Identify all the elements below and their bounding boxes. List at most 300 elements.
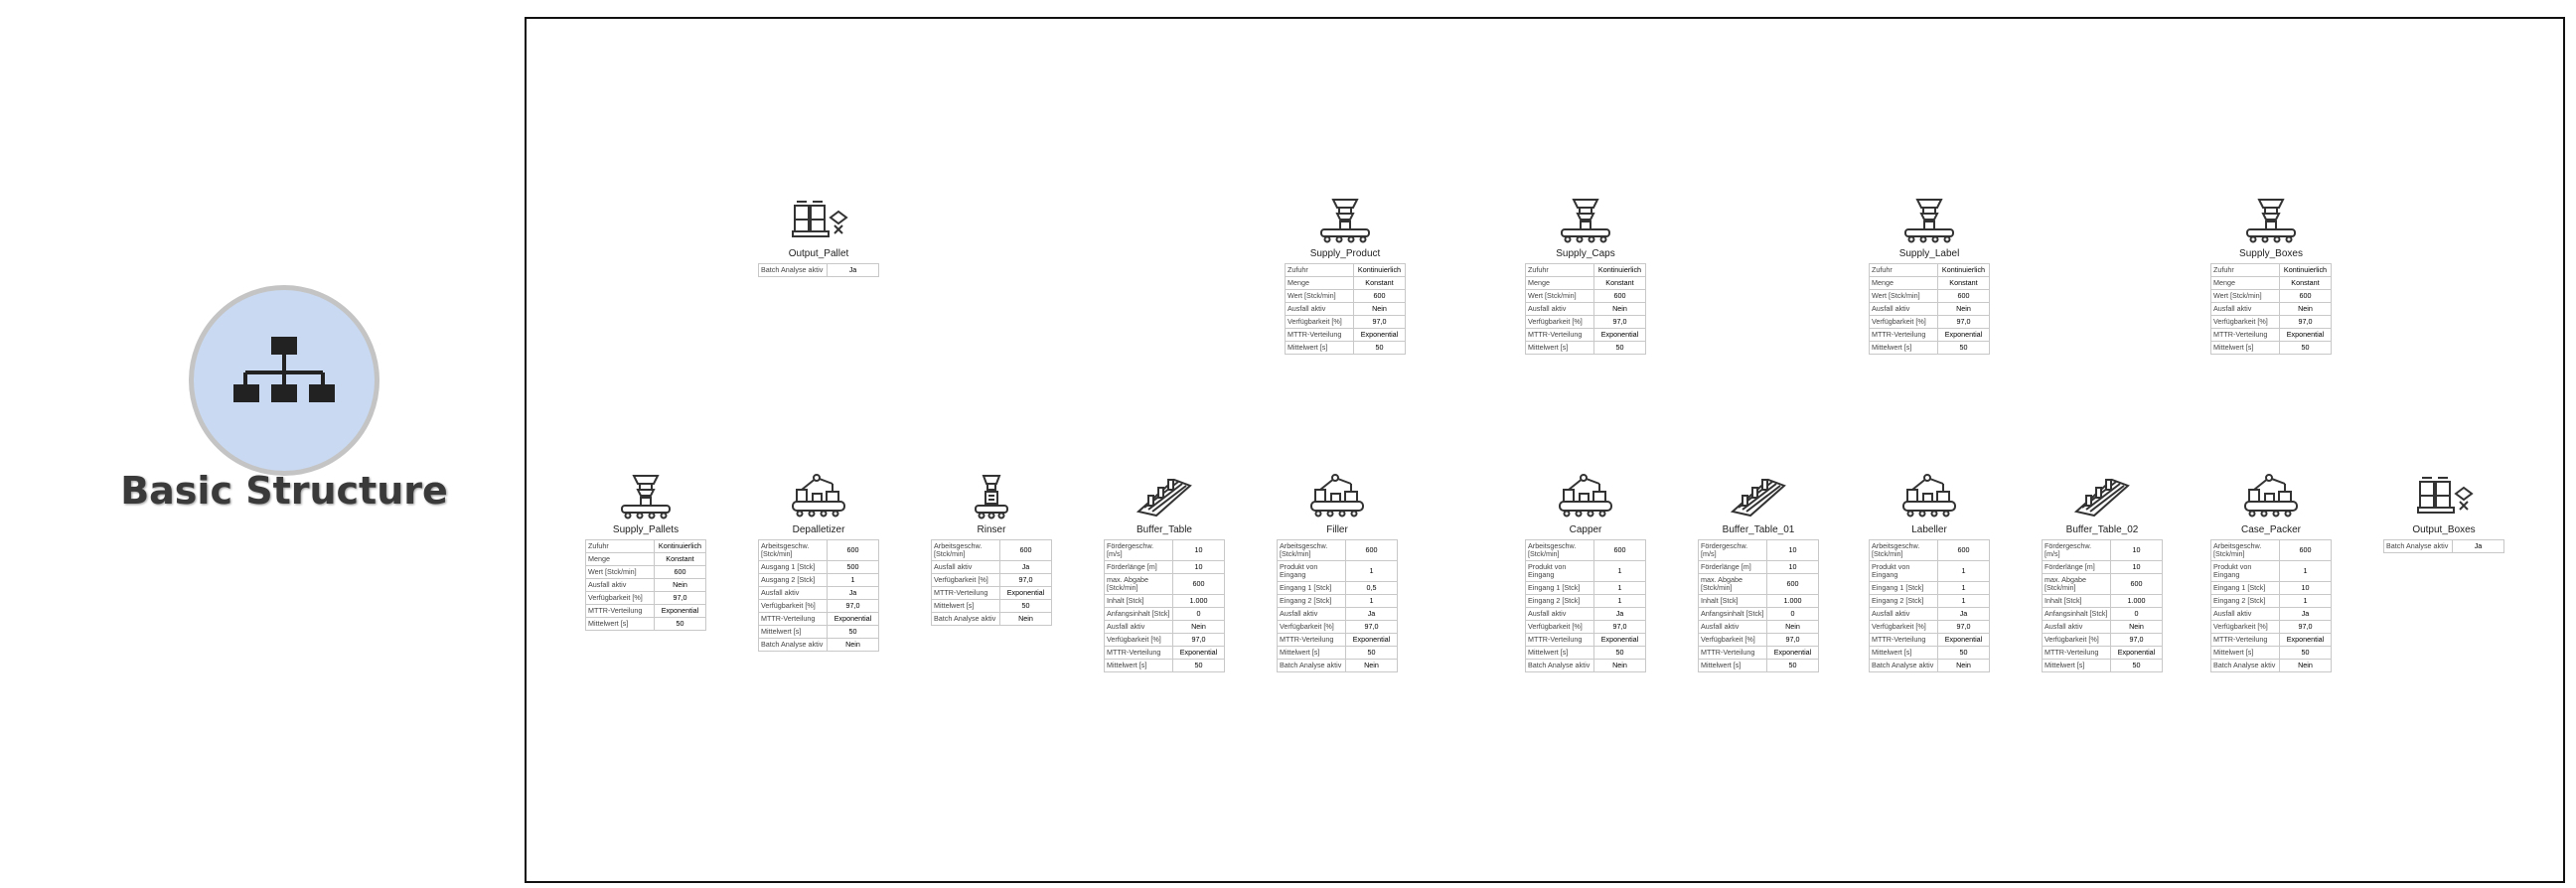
property-row [1105,561,1225,574]
property-value[interactable]: 1 [1937,582,1989,595]
property-key: Fördergeschw. [m/s] [2043,540,2111,561]
property-value[interactable]: 10 [2279,582,2331,595]
station-name: Supply_Boxes [2239,248,2303,259]
property-value[interactable]: 50 [1353,342,1405,355]
property-row [586,566,706,579]
property-value[interactable]: Konstant [2279,277,2331,290]
property-key: Batch Analyse aktiv [1526,660,1594,672]
property-value[interactable]: 97,0 [2279,316,2331,329]
station-output-pallet[interactable] [757,196,880,277]
property-value[interactable]: Exponential [1353,329,1405,342]
property-row [1286,264,1406,277]
property-value[interactable]: 600 [1593,540,1645,561]
property-row [1278,660,1398,672]
property-value[interactable]: Konstant [1937,277,1989,290]
property-value[interactable]: 1 [2279,595,2331,608]
property-key: Fördergeschw. [m/s] [1699,540,1767,561]
property-value[interactable]: Nein [1593,660,1645,672]
property-key: max. Abgabe [Stck/min] [2043,574,2111,595]
property-table [931,539,1052,626]
property-key: MTTR-Verteilung [1526,329,1594,342]
logo-badge [189,285,379,476]
property-row [932,587,1052,600]
property-key: MTTR-Verteilung [1278,634,1346,647]
property-key: Mittelwert [s] [1870,342,1938,355]
model-canvas[interactable] [525,17,2565,883]
property-row [932,561,1052,574]
property-row [1870,540,1990,561]
robot-conveyor-icon [789,472,848,519]
property-value[interactable]: Ja [1937,608,1989,621]
property-key: Eingang 1 [Stck] [1870,582,1938,595]
property-key: Arbeitsgeschw. [Stck/min] [932,540,1000,561]
station-name: Case_Packer [2240,524,2302,535]
property-value[interactable]: 97,0 [2110,634,2162,647]
station-name: Buffer_Table_01 [1722,524,1795,535]
property-row [1526,277,1646,290]
property-value[interactable]: Kontinuierlich [654,540,705,553]
property-value[interactable]: 50 [2279,342,2331,355]
property-table [1277,539,1398,672]
property-value[interactable]: 97,0 [654,592,705,605]
station-output-boxes[interactable] [2382,472,2505,553]
property-value[interactable]: Nein [1937,660,1989,672]
property-value[interactable]: 10 [1172,561,1224,574]
property-value[interactable]: 50 [1937,647,1989,660]
property-key: Batch Analyse aktiv [932,613,1000,626]
property-value[interactable]: 0 [1766,608,1818,621]
property-value[interactable]: 0,5 [1345,582,1397,595]
property-value[interactable]: 600 [2110,574,2162,595]
pallet-output-icon [789,196,848,243]
property-row [2211,582,2332,595]
property-row [1105,574,1225,595]
property-key: MTTR-Verteilung [759,613,828,626]
property-key: Verfügbarkeit [%] [1105,634,1173,647]
property-key: Inhalt [Stck] [1105,595,1173,608]
property-row [1105,634,1225,647]
property-table [585,539,706,631]
property-value[interactable]: 50 [654,618,705,631]
property-value[interactable]: 97,0 [1345,621,1397,634]
property-value[interactable]: Nein [1353,303,1405,316]
property-value[interactable]: Nein [654,579,705,592]
property-key: Eingang 2 [Stck] [1870,595,1938,608]
property-row [586,605,706,618]
property-key: Ausfall aktiv [932,561,1000,574]
station-name: Labeller [1911,524,1947,535]
station-name: Output_Boxes [2412,524,2476,535]
property-key: Ausfall aktiv [1870,303,1938,316]
property-key: Arbeitsgeschw. [Stck/min] [1870,540,1938,561]
station-labeller[interactable] [1868,472,1991,672]
robot-conveyor-icon [1307,472,1367,519]
property-row [1870,342,1990,355]
property-value[interactable]: Exponential [2110,647,2162,660]
station-name: Supply_Label [1898,248,1960,259]
property-value[interactable]: Kontinuierlich [1353,264,1405,277]
station-name: Capper [1569,524,1602,535]
property-key: Ausfall aktiv [1526,303,1594,316]
property-key: Arbeitsgeschw. [Stck/min] [1526,540,1594,561]
property-row [1526,647,1646,660]
property-key: Arbeitsgeschw. [Stck/min] [1278,540,1346,561]
property-table [1525,539,1646,672]
station-supply-product[interactable] [1284,196,1407,355]
property-value[interactable]: 10 [1766,540,1818,561]
property-value[interactable]: 97,0 [2279,621,2331,634]
property-table [1869,263,1990,355]
supply-icon [1556,196,1615,243]
property-value[interactable]: 600 [654,566,705,579]
property-value[interactable]: 97,0 [1937,621,1989,634]
station-depalletizer[interactable] [757,472,880,652]
property-table [1525,263,1646,355]
property-value[interactable]: Kontinuierlich [1593,264,1645,277]
property-key: Menge [1286,277,1354,290]
property-row [1105,540,1225,561]
property-value[interactable]: Exponential [999,587,1051,600]
property-value[interactable]: Exponential [1766,647,1818,660]
property-row [1870,303,1990,316]
buffer-table-icon [1729,472,1788,519]
property-value[interactable]: 1 [1593,595,1645,608]
property-key: MTTR-Verteilung [2211,329,2280,342]
property-key: Menge [1526,277,1594,290]
property-table [758,263,879,277]
property-key: Mittelwert [s] [1699,660,1767,672]
property-row [2043,647,2163,660]
property-key: Verfügbarkeit [%] [1278,621,1346,634]
station-supply-boxes[interactable] [2209,196,2333,355]
property-value[interactable]: Konstant [1593,277,1645,290]
property-key: Verfügbarkeit [%] [2211,621,2280,634]
property-key: Mittelwert [s] [2043,660,2111,672]
property-key: Batch Analyse aktiv [1870,660,1938,672]
property-value[interactable]: 1 [1937,561,1989,582]
property-row [1286,316,1406,329]
station-supply-pallets[interactable] [584,472,707,631]
property-value[interactable]: 97,0 [1766,634,1818,647]
property-value[interactable]: 1 [1937,595,1989,608]
property-row [1699,595,1819,608]
supply-icon [1899,196,1959,243]
property-value[interactable]: Exponential [2279,634,2331,647]
property-key: Menge [1870,277,1938,290]
property-row [586,553,706,566]
property-row [1526,316,1646,329]
property-value[interactable]: 600 [999,540,1051,561]
property-value[interactable]: Exponential [2279,329,2331,342]
property-value[interactable]: 50 [1345,647,1397,660]
property-value[interactable]: Exponential [1172,647,1224,660]
station-name: Rinser [977,524,1006,535]
property-row [2211,329,2332,342]
property-row [932,540,1052,561]
property-row [1278,582,1398,595]
property-value[interactable]: Kontinuierlich [2279,264,2331,277]
property-key: MTTR-Verteilung [1105,647,1173,660]
property-key: Batch Analyse aktiv [2384,540,2453,553]
property-key: Eingang 1 [Stck] [1526,582,1594,595]
property-value[interactable]: 97,0 [999,574,1051,587]
property-value[interactable]: Ja [827,264,878,277]
property-row [1870,660,1990,672]
property-value[interactable]: Ja [827,587,878,600]
property-row [2211,316,2332,329]
property-value[interactable]: 1 [1593,582,1645,595]
property-value[interactable]: 600 [2279,540,2331,561]
property-value[interactable]: 50 [1937,342,1989,355]
property-key: MTTR-Verteilung [932,587,1000,600]
property-row [586,592,706,605]
rinser-icon [962,472,1021,519]
property-value[interactable]: Nein [1766,621,1818,634]
property-value[interactable]: 97,0 [1172,634,1224,647]
property-key: Verfügbarkeit [%] [2211,316,2280,329]
property-key: Ausgang 2 [Stck] [759,574,828,587]
station-buffer-table-02[interactable] [2041,472,2164,672]
property-table [1104,539,1225,672]
property-row [759,626,879,639]
station-supply-caps[interactable] [1524,196,1647,355]
property-value[interactable]: Kontinuierlich [1937,264,1989,277]
property-row [1699,561,1819,574]
property-key: Zufuhr [1526,264,1594,277]
property-table [1285,263,1406,355]
property-row [1286,303,1406,316]
property-row [1526,621,1646,634]
station-case-packer[interactable] [2209,472,2333,672]
property-value[interactable]: 1.000 [1172,595,1224,608]
station-name: Supply_Product [1309,248,1381,259]
property-value[interactable]: 600 [1766,574,1818,595]
property-row [1286,277,1406,290]
property-key: Verfügbarkeit [%] [1699,634,1767,647]
property-row [1526,634,1646,647]
property-row [1870,277,1990,290]
property-key: MTTR-Verteilung [1870,634,1938,647]
property-value[interactable]: 600 [1353,290,1405,303]
property-value[interactable]: 1 [1345,595,1397,608]
property-key: max. Abgabe [Stck/min] [1699,574,1767,595]
property-key: max. Abgabe [Stck/min] [1105,574,1173,595]
property-value[interactable]: Exponential [827,613,878,626]
property-value[interactable]: Exponential [654,605,705,618]
property-row [1699,540,1819,561]
property-value[interactable]: 600 [827,540,878,561]
property-value[interactable]: Exponential [1593,634,1645,647]
property-key: Ausfall aktiv [586,579,655,592]
property-key: Eingang 1 [Stck] [2211,582,2280,595]
property-row [1870,595,1990,608]
property-key: Wert [Stck/min] [586,566,655,579]
property-key: Mittelwert [s] [759,626,828,639]
buffer-table-icon [2072,472,2132,519]
property-value[interactable]: Nein [1937,303,1989,316]
property-row [1870,621,1990,634]
property-value[interactable]: 10 [2110,540,2162,561]
property-value[interactable]: Ja [1345,608,1397,621]
property-value[interactable]: 0 [1172,608,1224,621]
property-value[interactable]: 97,0 [1353,316,1405,329]
property-row [2043,595,2163,608]
property-table [2042,539,2163,672]
property-row [1870,264,1990,277]
property-row [1105,647,1225,660]
page-title: Basic Structure [120,469,448,513]
property-value[interactable]: Ja [999,561,1051,574]
hierarchy-icon [233,335,335,426]
property-key: Ausfall aktiv [1870,608,1938,621]
property-key: MTTR-Verteilung [1286,329,1354,342]
property-table [2383,539,2504,553]
property-value[interactable]: Nein [1345,660,1397,672]
property-value[interactable]: 600 [1593,290,1645,303]
property-value[interactable]: Nein [1172,621,1224,634]
property-key: Ausfall aktiv [1699,621,1767,634]
property-value[interactable]: 97,0 [1937,316,1989,329]
property-row [1699,647,1819,660]
property-value[interactable]: 1 [1593,561,1645,582]
property-key: Zufuhr [1286,264,1354,277]
property-row [759,613,879,626]
property-value[interactable]: 50 [2279,647,2331,660]
property-value[interactable]: 10 [2110,561,2162,574]
property-row [1526,264,1646,277]
property-key: Verfügbarkeit [%] [1526,316,1594,329]
property-key: Eingang 1 [Stck] [1278,582,1346,595]
property-value[interactable]: 500 [827,561,878,574]
property-key: Zufuhr [1870,264,1938,277]
property-key: Menge [2211,277,2280,290]
property-key: Zufuhr [586,540,655,553]
property-value[interactable]: 97,0 [827,600,878,613]
property-value[interactable]: 97,0 [1593,316,1645,329]
property-value[interactable]: 600 [1937,540,1989,561]
property-key: Inhalt [Stck] [1699,595,1767,608]
property-key: Wert [Stck/min] [1526,290,1594,303]
station-buffer-table[interactable] [1103,472,1226,672]
property-value[interactable]: Exponential [1593,329,1645,342]
property-value[interactable]: Nein [827,639,878,652]
property-key: Mittelwert [s] [586,618,655,631]
property-value[interactable]: 600 [1937,290,1989,303]
property-key: Förderlänge [m] [2043,561,2111,574]
property-value[interactable]: Exponential [1937,634,1989,647]
property-row [2211,342,2332,355]
property-key: Mittelwert [s] [1105,660,1173,672]
station-buffer-table-01[interactable] [1697,472,1820,672]
property-row [2043,608,2163,621]
property-value[interactable]: Exponential [1937,329,1989,342]
property-row [1526,608,1646,621]
property-row [1699,608,1819,621]
station-rinser[interactable] [930,472,1053,626]
property-row [1278,540,1398,561]
property-value[interactable]: 50 [1593,342,1645,355]
property-row [2043,660,2163,672]
property-key: Verfügbarkeit [%] [1870,316,1938,329]
property-key: Verfügbarkeit [%] [586,592,655,605]
property-value[interactable]: 10 [1766,561,1818,574]
station-supply-label[interactable] [1868,196,1991,355]
property-value[interactable]: 50 [2110,660,2162,672]
property-row [759,600,879,613]
property-value[interactable]: Ja [2452,540,2503,553]
property-key: Mittelwert [s] [932,600,1000,613]
property-key: Anfangsinhalt [Stck] [1699,608,1767,621]
property-row [1286,329,1406,342]
property-value[interactable]: 10 [1172,540,1224,561]
property-value[interactable]: Nein [2279,303,2331,316]
property-key: Eingang 2 [Stck] [2211,595,2280,608]
property-value[interactable]: Exponential [1345,634,1397,647]
property-value[interactable]: 600 [1345,540,1397,561]
property-row [2211,647,2332,660]
property-row [2211,540,2332,561]
property-key: Batch Analyse aktiv [759,639,828,652]
property-row [759,264,879,277]
property-value[interactable]: Ja [1593,608,1645,621]
station-name: Buffer_Table [1136,524,1192,535]
property-row [1286,290,1406,303]
property-value[interactable]: Nein [2279,660,2331,672]
property-value[interactable]: 50 [999,600,1051,613]
property-value[interactable]: 97,0 [1593,621,1645,634]
property-value[interactable]: Ja [2279,608,2331,621]
property-key: Anfangsinhalt [Stck] [1105,608,1173,621]
property-row [2211,634,2332,647]
property-value[interactable]: 1 [827,574,878,587]
station-filler[interactable] [1276,472,1399,672]
property-row [2211,277,2332,290]
property-table [2210,263,2332,355]
property-row [1526,595,1646,608]
station-name: Supply_Pallets [612,524,680,535]
station-capper[interactable] [1524,472,1647,672]
property-table [2210,539,2332,672]
property-row [1526,561,1646,582]
property-value[interactable]: Konstant [654,553,705,566]
supply-icon [2241,196,2301,243]
property-value[interactable]: Konstant [1353,277,1405,290]
property-value[interactable]: 1 [2279,561,2331,582]
property-value[interactable]: Nein [999,613,1051,626]
property-row [1870,582,1990,595]
property-key: Mittelwert [s] [2211,647,2280,660]
property-key: Produkt von Eingang [1278,561,1346,582]
property-value[interactable]: 1 [1345,561,1397,582]
property-value[interactable]: 1.000 [1766,595,1818,608]
property-value[interactable]: 600 [1172,574,1224,595]
property-row [1105,608,1225,621]
property-value[interactable]: 0 [2110,608,2162,621]
property-value[interactable]: 50 [827,626,878,639]
property-value[interactable]: 50 [1593,647,1645,660]
property-value[interactable]: 1.000 [2110,595,2162,608]
property-value[interactable]: 50 [1766,660,1818,672]
property-key: Verfügbarkeit [%] [2043,634,2111,647]
property-key: Mittelwert [s] [1870,647,1938,660]
property-row [2211,660,2332,672]
property-value[interactable]: Nein [1593,303,1645,316]
property-value[interactable]: 600 [2279,290,2331,303]
property-value[interactable]: Nein [2110,621,2162,634]
property-row [932,613,1052,626]
property-key: Fördergeschw. [m/s] [1105,540,1173,561]
property-value[interactable]: 50 [1172,660,1224,672]
